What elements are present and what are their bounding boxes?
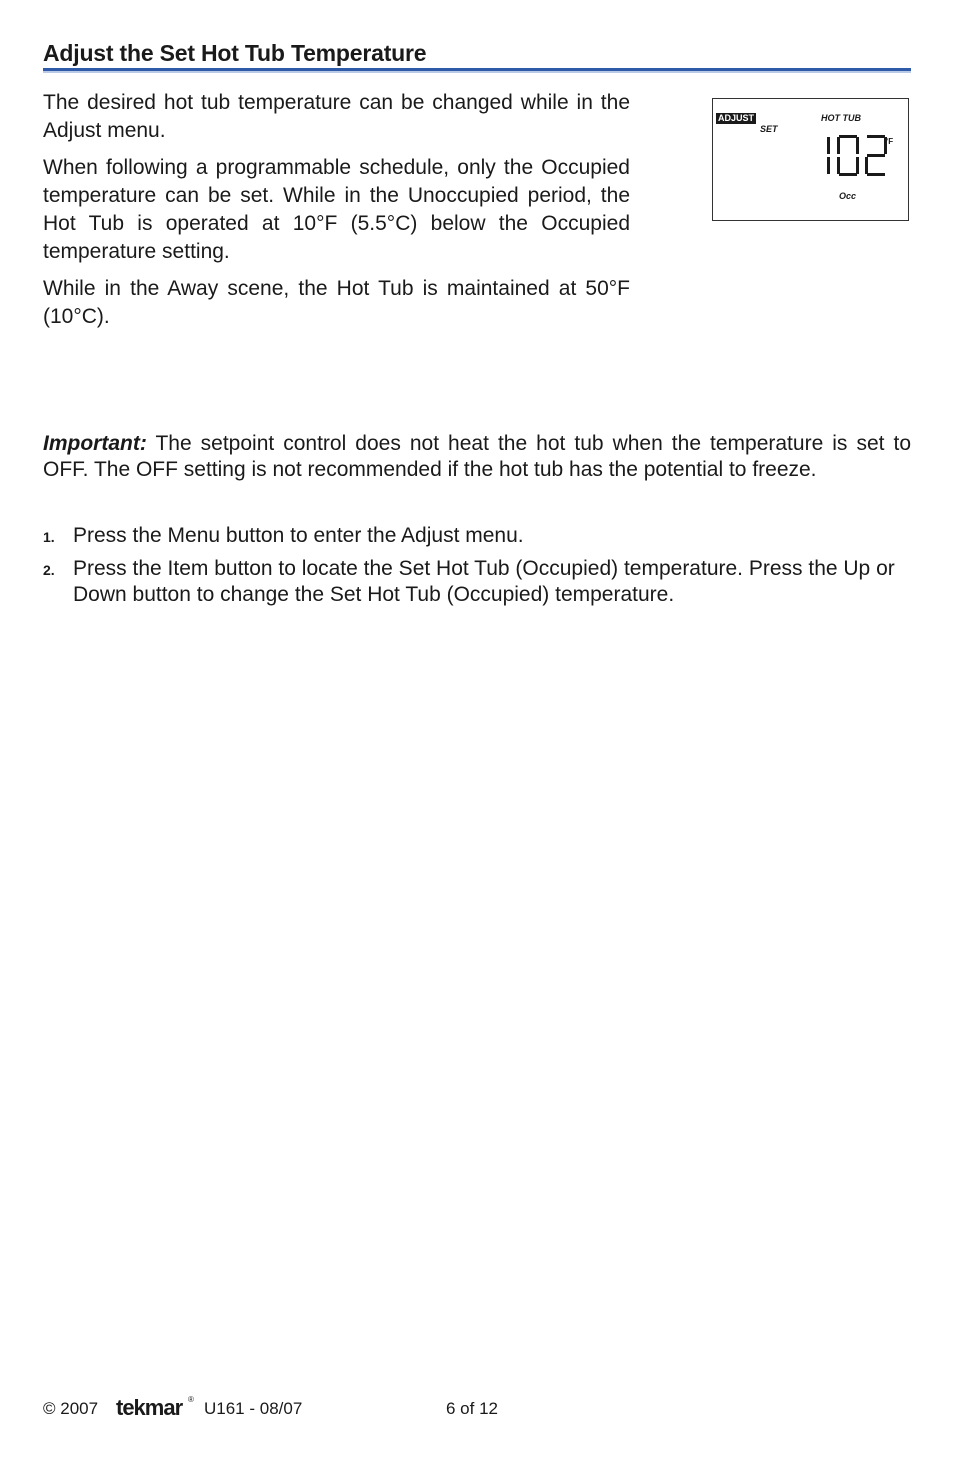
- important-text: The setpoint control does not heat the hot tub when the temperature is set to OFF. The OFF setting is not recommended if the hot tub has the potential to freeze.: [43, 432, 911, 481]
- lcd-adjust-label: ADJUST: [718, 113, 755, 123]
- lcd-set-label: SET: [760, 124, 778, 134]
- step-item: [43, 556, 911, 608]
- lcd-seven-segment-digits: [823, 135, 893, 177]
- heading-rule-shadow: [43, 71, 911, 73]
- footer-page-number: 6 of 12: [446, 1399, 498, 1418]
- step-text: Press the Menu button to enter the Adjust menu.: [73, 524, 524, 547]
- intro-paragraph-2: When following a programmable schedule, only the Occupied temperature can be set. While in the Unoccupied period, the Hot Tub is operated at 10°F (5.5°C) below the Occupied temperature setting.: [43, 156, 630, 263]
- step-text: Press the Item button to locate the Set Hot Tub (Occupied) temperature. Press the Up or Down button to change the Set Hot Tub (Occupied) temperature.: [73, 557, 895, 606]
- footer-copyright: © 2007: [43, 1399, 99, 1418]
- lcd-occupied-label: Occ: [839, 191, 857, 201]
- brand-logo: tekmar: [116, 1395, 183, 1420]
- intro-text: [43, 89, 630, 340]
- intro-paragraph-3: While in the Away scene, the Hot Tub is maintained at 50°F (10°C).: [43, 277, 630, 328]
- section-heading: Adjust the Set Hot Tub Temperature: [43, 40, 427, 66]
- step-number: 1.: [43, 529, 55, 545]
- important-note: [43, 431, 911, 483]
- step-item: [43, 523, 911, 549]
- lcd-hottub-label: HOT TUB: [821, 113, 861, 123]
- registered-mark: ®: [188, 1395, 194, 1404]
- lcd-unit-label: °F: [885, 137, 894, 146]
- footer-document-code: U161 - 08/07: [204, 1399, 303, 1418]
- steps-list: [43, 523, 911, 615]
- important-label: Important:: [43, 432, 147, 455]
- intro-paragraph-1: The desired hot tub temperature can be changed while in the Adjust menu.: [43, 91, 630, 142]
- step-number: 2.: [43, 562, 55, 578]
- lcd-display-illustration: [712, 98, 909, 221]
